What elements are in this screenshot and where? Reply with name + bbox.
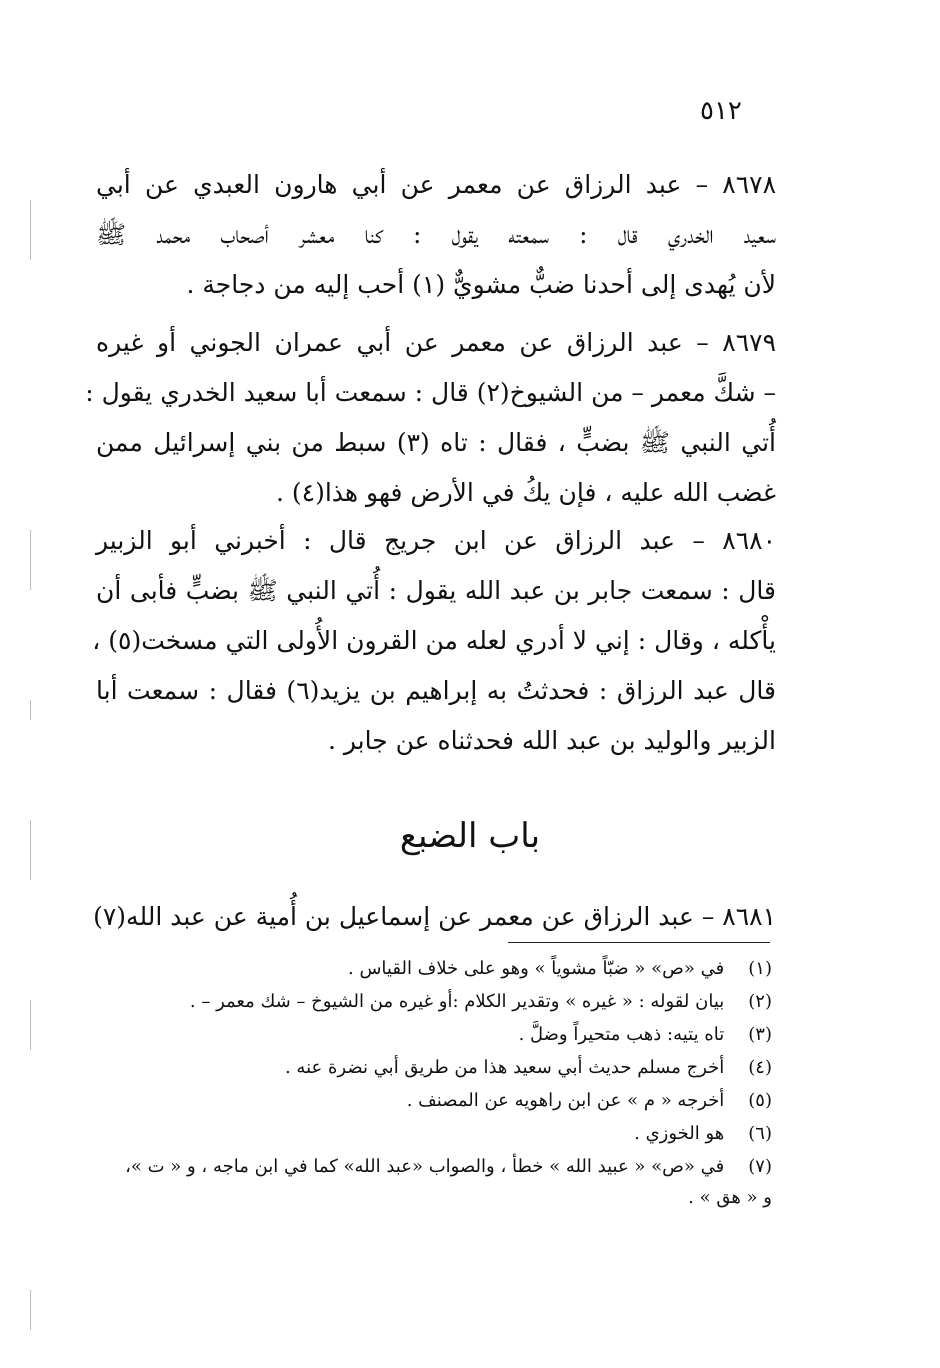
footnote xyxy=(96,1084,772,1117)
hadith-line: قال عبد الرزاق : فحدثتُ به إبراهيم بن يزيد(٦) فقال : سمعت أبا xyxy=(96,676,776,705)
footnote xyxy=(96,1150,772,1183)
footnote-text: بيان لقوله : « غيره » وتقدير الكلام :أو غيره من الشيوخ – شك معمر – . xyxy=(189,991,725,1012)
footnote-number: (٥) xyxy=(748,1090,772,1111)
footnote-text: أخرج مسلم حديث أبي سعيد هذا من طريق أبي نضرة عنه . xyxy=(284,1057,725,1078)
footnote-divider xyxy=(508,942,770,943)
scan-edge-mark xyxy=(30,200,31,260)
hadith-8678 xyxy=(96,160,776,310)
page-number: ٥١٢ xyxy=(700,96,742,126)
footnote xyxy=(96,1117,772,1150)
footnote-text: تاه يتيه: ذهب متحيراً وضلَّ . xyxy=(518,1024,725,1045)
hadith-line: سعيد الخدري قال : سمعته يقول : كنا معشر أصحاب محمد ﷺ xyxy=(96,220,776,249)
hadith-line: الزبير والوليد بن عبد الله فحدثناه عن جابر . xyxy=(327,726,776,755)
footnote-number: (١) xyxy=(748,958,772,979)
footnote-number: (٧) xyxy=(748,1156,772,1177)
hadith-8680 xyxy=(92,516,776,766)
footnote xyxy=(96,952,772,985)
hadith-8681 xyxy=(93,892,776,942)
footnote-continuation: و « هق » . xyxy=(688,1187,772,1208)
hadith-line: ٨٦٧٨ – عبد الرزاق عن معمر عن أبي هارون العبدي عن أبي xyxy=(96,170,776,199)
chapter-title: باب الضبع xyxy=(399,816,541,856)
hadith-line: – شكَّ معمر – من الشيوخ(٢) قال : سمعت أبا سعيد الخدري يقول : xyxy=(85,378,776,407)
hadith-line: ٨٦٨١ – عبد الرزاق عن معمر عن إسماعيل بن أُمية عن عبد الله(٧) xyxy=(93,902,776,931)
footnote-text: في «ص» « ضبّاً مشوياً » وهو على خلاف القياس . xyxy=(348,958,725,979)
hadith-8679 xyxy=(85,318,776,518)
scan-edge-mark xyxy=(30,820,31,880)
footnotes xyxy=(96,952,772,1213)
footnote-number: (٢) xyxy=(748,991,772,1012)
footnote xyxy=(96,1018,772,1051)
footnote-number: (٦) xyxy=(748,1123,772,1144)
footnote xyxy=(96,985,772,1018)
footnote xyxy=(96,1051,772,1084)
footnote-number: (٣) xyxy=(748,1024,772,1045)
scan-edge-mark xyxy=(30,530,31,590)
footnote-number: (٤) xyxy=(748,1057,772,1078)
hadith-line: ٨٦٨٠ – عبد الرزاق عن ابن جريج قال : أخبرني أبو الزبير xyxy=(96,526,776,555)
scan-edge-mark xyxy=(30,1290,31,1330)
footnote-text: في «ص» « عبيد الله » خطأ ، والصواب «عبد الله» كما في ابن ماجه ، و « ت »، xyxy=(125,1156,725,1177)
footnote-text: أخرجه « م » عن ابن راهويه عن المصنف . xyxy=(406,1090,725,1111)
scan-edge-mark xyxy=(30,700,31,720)
hadith-line: أُتي النبي ﷺ بضبٍّ ، فقال : تاه (٣) سبط من بني إسرائيل ممن xyxy=(96,428,776,457)
scan-edge-mark xyxy=(30,1000,31,1050)
hadith-line: ٨٦٧٩ – عبد الرزاق عن معمر عن أبي عمران الجوني أو غيره xyxy=(96,328,776,357)
hadith-line: قال : سمعت جابر بن عبد الله يقول : أُتي النبي ﷺ بضبٍّ فأبى أن xyxy=(96,576,776,605)
hadith-line: لأن يُهدى إلى أحدنا ضبٌّ مشويٌّ (١) أحب إليه من دجاجة . xyxy=(186,270,776,299)
hadith-line: غضب الله عليه ، فإن يكُ في الأرض فهو هذا(٤) . xyxy=(275,478,776,507)
footnote-text: هو الخوزي . xyxy=(634,1123,725,1144)
hadith-line: يأْكله ، وقال : إني لا أدري لعله من القرون الأُولى التي مسخت(٥) ، xyxy=(92,626,776,655)
